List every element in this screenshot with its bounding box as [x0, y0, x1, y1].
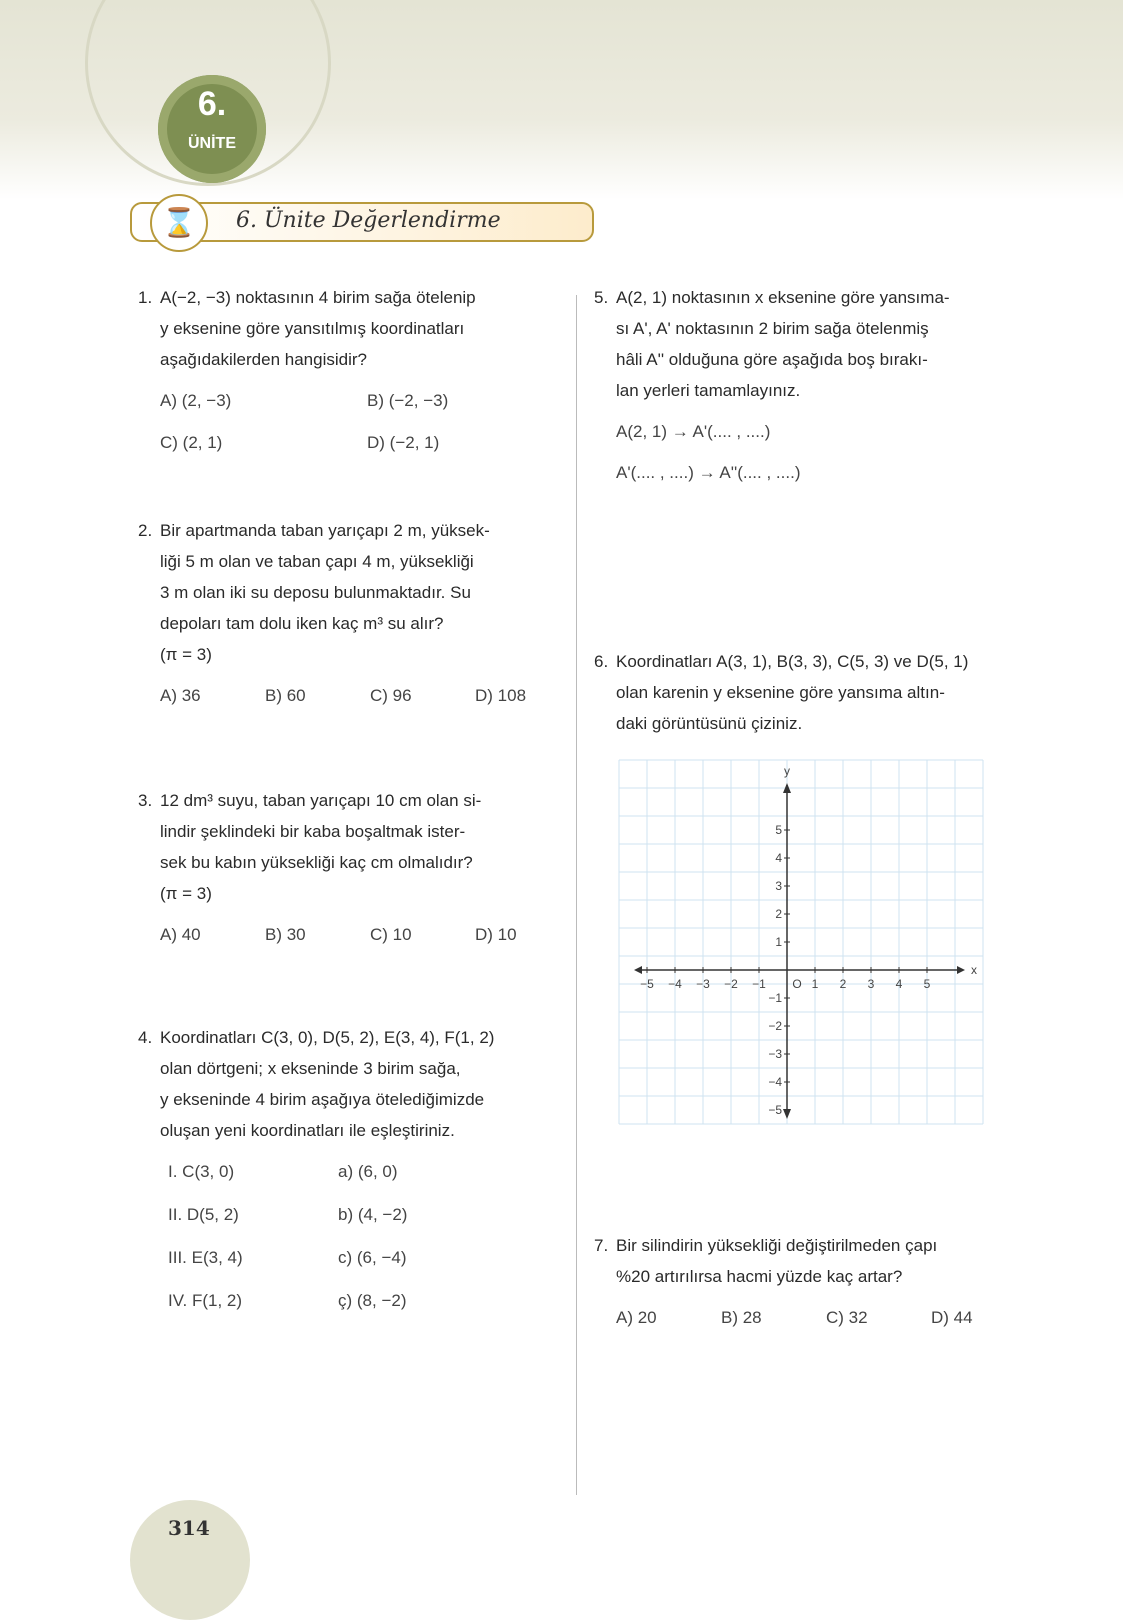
page-number-badge: [130, 1500, 250, 1620]
fill-blank-line: A'(.... , ....) → A''(.... , ....): [616, 463, 801, 482]
y-tick-label: 5: [775, 823, 782, 837]
match-left-item: III. E(3, 4): [168, 1248, 243, 1267]
y-tick-label: −4: [768, 1075, 782, 1089]
question-text-line: (π = 3): [160, 884, 212, 903]
x-axis-arrow-left: [634, 966, 642, 974]
unit-label: ÜNİTE: [188, 135, 236, 152]
x-tick-label: −4: [668, 977, 682, 991]
answer-option: C) 10: [370, 925, 412, 944]
question-text-line: Bir apartmanda taban yarıçapı 2 m, yüksek-: [160, 521, 490, 540]
question-text-line: daki görüntüsünü çiziniz.: [616, 714, 803, 733]
answer-option: B) 60: [265, 686, 306, 705]
question-text-line: Bir silindirin yüksekliği değiştirilmeden çapı: [616, 1236, 938, 1255]
question-7: [594, 1230, 1026, 1292]
question-2: [138, 515, 570, 670]
answer-option: D) 44: [931, 1308, 973, 1327]
coordinate-grid: [612, 755, 992, 1130]
question-3: [138, 785, 570, 909]
answer-option: B) 28: [721, 1308, 762, 1327]
x-tick-label: −2: [724, 977, 738, 991]
question-text-line: lan yerleri tamamlayınız.: [616, 381, 801, 400]
question-text-line: A(−2, −3) noktasının 4 birim sağa ötelenip: [160, 288, 476, 307]
answer-option: D) 108: [475, 686, 527, 705]
question-text-line: aşağıdakilerden hangisidir?: [160, 350, 367, 369]
question-number: 6.: [594, 652, 609, 671]
question-text-line: y ekseninde 4 birim aşağıya ötelediğimizde: [160, 1090, 485, 1109]
answer-option: A) 36: [160, 686, 201, 705]
question-4: [138, 1022, 570, 1146]
question-number: 2.: [138, 521, 153, 540]
answer-option: C) (2, 1): [160, 433, 223, 452]
question-text-line: 3 m olan iki su deposu bulunmaktadır. Su: [160, 583, 471, 602]
y-tick-label: −2: [768, 1019, 782, 1033]
hourglass-icon: ⌛: [150, 194, 208, 252]
section-title: 6. Ünite Değerlendirme: [236, 208, 501, 233]
fill-blank-line: A(2, 1) → A'(.... , ....): [616, 422, 771, 441]
answer-option: A) 20: [616, 1308, 657, 1327]
answer-option: A) 40: [160, 925, 201, 944]
y-tick-label: 2: [775, 907, 782, 921]
question-number: 7.: [594, 1236, 609, 1255]
match-left-item: IV. F(1, 2): [168, 1291, 243, 1310]
x-tick-label: −1: [752, 977, 766, 991]
unit-number: 6.: [197, 85, 227, 123]
question-text-line: olan dörtgeni; x ekseninde 3 birim sağa,: [160, 1059, 461, 1078]
section-title-bar: [130, 202, 594, 242]
answer-option: A) (2, −3): [160, 391, 232, 410]
x-tick-label: −3: [696, 977, 710, 991]
question-text-line: (π = 3): [160, 645, 212, 664]
question-text-line: sı A', A' noktasının 2 birim sağa ötelenmiş: [616, 319, 929, 338]
answer-option: C) 96: [370, 686, 412, 705]
question-text-line: Koordinatları C(3, 0), D(5, 2), E(3, 4), F(1, 2): [160, 1028, 495, 1047]
answer-option: D) (−2, 1): [367, 433, 440, 452]
question-number: 4.: [138, 1028, 153, 1047]
question-text-line: liği 5 m olan ve taban çapı 4 m, yüksekliği: [160, 552, 474, 571]
x-tick-label: 3: [867, 977, 875, 991]
y-tick-label: −3: [768, 1047, 782, 1061]
question-5: [594, 282, 1026, 406]
question-text-line: 12 dm³ suyu, taban yarıçapı 10 cm olan si-: [160, 791, 482, 810]
question-1: [138, 282, 570, 375]
y-tick-label: −1: [768, 991, 782, 1005]
question-text-line: sek bu kabın yüksekliği kaç cm olmalıdır?: [160, 853, 473, 872]
question-text-line: y eksenine göre yansıtılmış koordinatları: [160, 319, 465, 338]
unit-badge: [158, 75, 266, 183]
page-number: 314: [168, 1516, 210, 1540]
x-axis-label: x: [971, 963, 977, 977]
question-text-line: olan karenin y eksenine göre yansıma altın-: [616, 683, 945, 702]
answer-option: C) 32: [826, 1308, 868, 1327]
y-tick-label: 1: [775, 935, 782, 949]
x-tick-label: 4: [895, 977, 903, 991]
answer-option: B) 30: [265, 925, 306, 944]
question-text-line: Koordinatları A(3, 1), B(3, 3), C(5, 3) ve D(5, 1): [616, 652, 969, 671]
match-left-item: I. C(3, 0): [168, 1162, 235, 1181]
match-left-item: II. D(5, 2): [168, 1205, 239, 1224]
x-tick-label: 2: [839, 977, 847, 991]
match-right-item: ç) (8, −2): [338, 1291, 407, 1310]
x-tick-label: 1: [811, 977, 819, 991]
x-axis-arrow: [957, 966, 965, 974]
y-axis-label: y: [784, 764, 790, 778]
x-tick-label: 5: [923, 977, 931, 991]
question-6: [594, 646, 1026, 739]
question-text-line: A(2, 1) noktasının x eksenine göre yansıma-: [616, 288, 950, 307]
y-tick-label: 4: [775, 851, 782, 865]
question-text-line: lindir şeklindeki bir kaba boşaltmak ister-: [160, 822, 466, 841]
question-number: 5.: [594, 288, 609, 307]
question-text-line: oluşan yeni koordinatları ile eşleştiriniz.: [160, 1121, 455, 1140]
question-number: 3.: [138, 791, 153, 810]
match-right-item: a) (6, 0): [338, 1162, 398, 1181]
y-tick-label: 3: [775, 879, 782, 893]
match-right-item: b) (4, −2): [338, 1205, 408, 1224]
column-divider: [576, 295, 577, 1495]
question-text-line: depoları tam dolu iken kaç m³ su alır?: [160, 614, 444, 633]
question-text-line: hâli A'' olduğuna göre aşağıda boş bırakı-: [616, 350, 928, 369]
y-tick-label: −5: [768, 1103, 782, 1117]
x-tick-label: −5: [640, 977, 654, 991]
question-text-line: %20 artırılırsa hacmi yüzde kaç artar?: [616, 1267, 903, 1286]
match-right-item: c) (6, −4): [338, 1248, 407, 1267]
answer-option: D) 10: [475, 925, 517, 944]
question-number: 1.: [138, 288, 153, 307]
origin-label: O: [792, 977, 802, 991]
answer-option: B) (−2, −3): [367, 391, 449, 410]
